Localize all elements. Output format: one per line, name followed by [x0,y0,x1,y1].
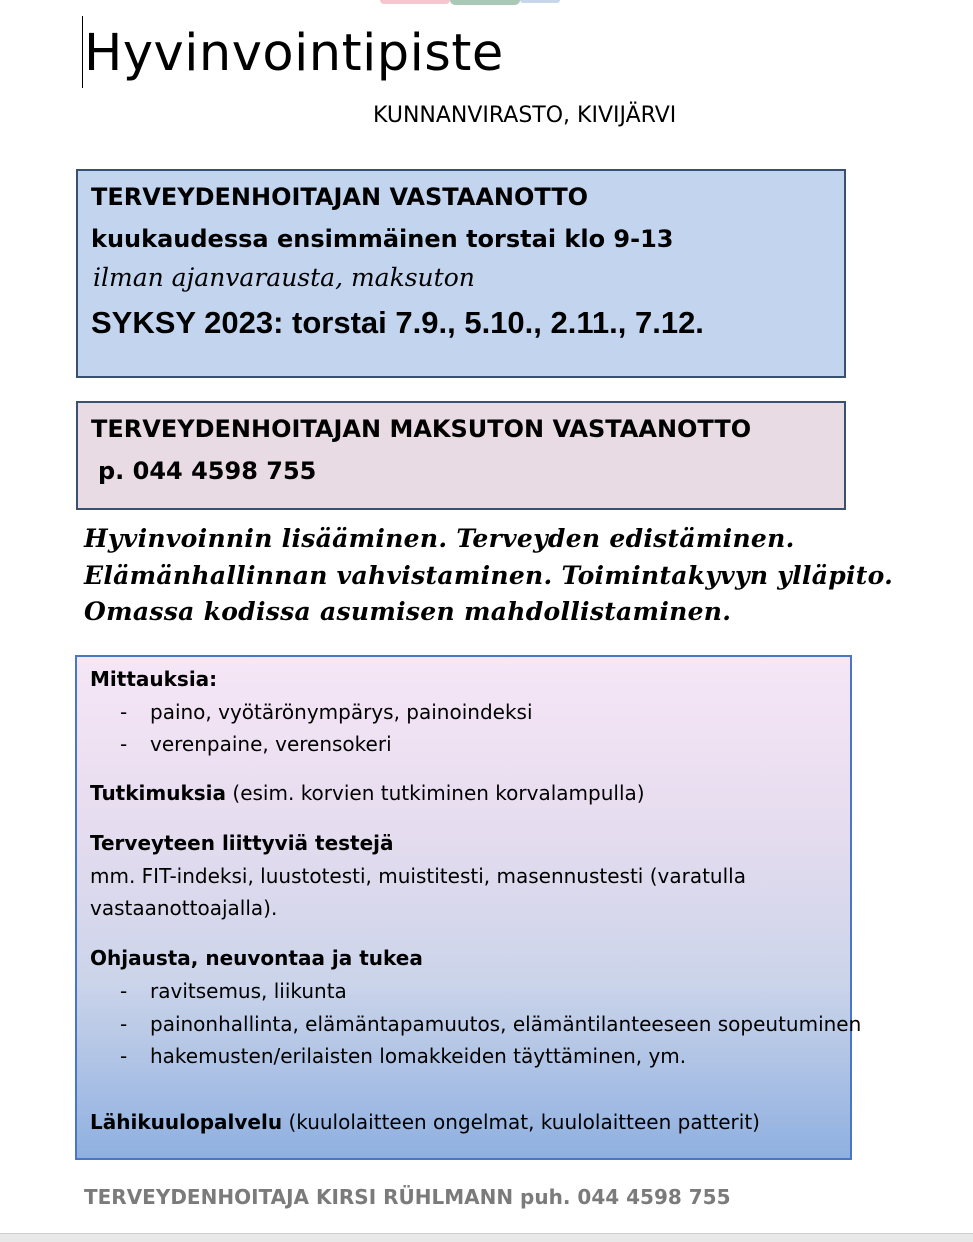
clinic-hours-box [76,169,846,378]
hearing-title: Lähikuulopalvelu [90,1110,283,1134]
guidance-item[interactable]: hakemusten/erilaisten lomakkeiden täyttäminen, ym. [150,1044,687,1068]
research-title: Tutkimuksia [90,781,227,805]
bullet-dash: - [120,700,128,724]
measurement-item[interactable]: verenpaine, verensokeri [150,732,392,756]
text-cursor [82,16,83,88]
slogan-line-3[interactable]: Omassa kodissa asumisen mahdollistaminen. [84,597,732,626]
page-title[interactable]: Hyvinvointipiste [84,24,504,83]
free-clinic-heading[interactable]: TERVEYDENHOITAJAN MAKSUTON VASTAANOTTO [91,415,752,443]
guidance-title[interactable]: Ohjausta, neuvontaa ja tukea [90,946,423,970]
tests-line-2[interactable]: vastaanottoajalla). [90,896,278,920]
tests-line-1[interactable]: mm. FIT-indeksi, luustotesti, muistitesti, masennustesti (varatulla [90,864,746,888]
bullet-dash: - [120,979,128,1003]
logo-fragment [380,0,610,6]
free-clinic-box [76,401,846,510]
slogan-line-1[interactable]: Hyvinvoinnin lisääminen. Terveyden edistäminen. [84,524,795,553]
research-line[interactable] [90,781,645,805]
clinic-schedule[interactable]: kuukaudessa ensimmäinen torstai klo 9-13 [91,225,674,253]
slogan-line-2[interactable]: Elämänhallinnan vahvistaminen. Toimintakyvyn ylläpito. [84,561,894,590]
research-text: (esim. korvien tutkiminen korvalampulla) [232,781,645,805]
clinic-note[interactable]: ilman ajanvarausta, maksuton [93,263,475,292]
hearing-line[interactable] [90,1110,760,1134]
tests-title[interactable]: Terveyteen liittyviä testejä [90,831,394,855]
footer-contact[interactable]: TERVEYDENHOITAJA KIRSI RÜHLMANN puh. 044 4598 755 [84,1185,731,1209]
measurements-title[interactable]: Mittauksia: [90,667,218,691]
free-clinic-phone[interactable]: p. 044 4598 755 [98,457,317,485]
clinic-dates[interactable]: SYKSY 2023: torstai 7.9., 5.10., 2.11., 7.12. [91,305,704,340]
guidance-item[interactable]: ravitsemus, liikunta [150,979,347,1003]
clinic-heading[interactable]: TERVEYDENHOITAJAN VASTAANOTTO [91,183,589,211]
guidance-item[interactable]: painonhallinta, elämäntapamuutos, elämäntilanteeseen sopeutuminen [150,1012,862,1036]
services-box [75,655,862,1160]
hearing-text: (kuulolaitteen ongelmat, kuulolaitteen patterit) [288,1110,760,1134]
location-label[interactable]: KUNNANVIRASTO, KIVIJÄRVI [373,103,677,128]
bullet-dash: - [120,732,128,756]
bullet-dash: - [120,1012,128,1036]
bullet-dash: - [120,1044,128,1068]
measurement-item[interactable]: paino, vyötärönympärys, painoindeksi [150,700,533,724]
